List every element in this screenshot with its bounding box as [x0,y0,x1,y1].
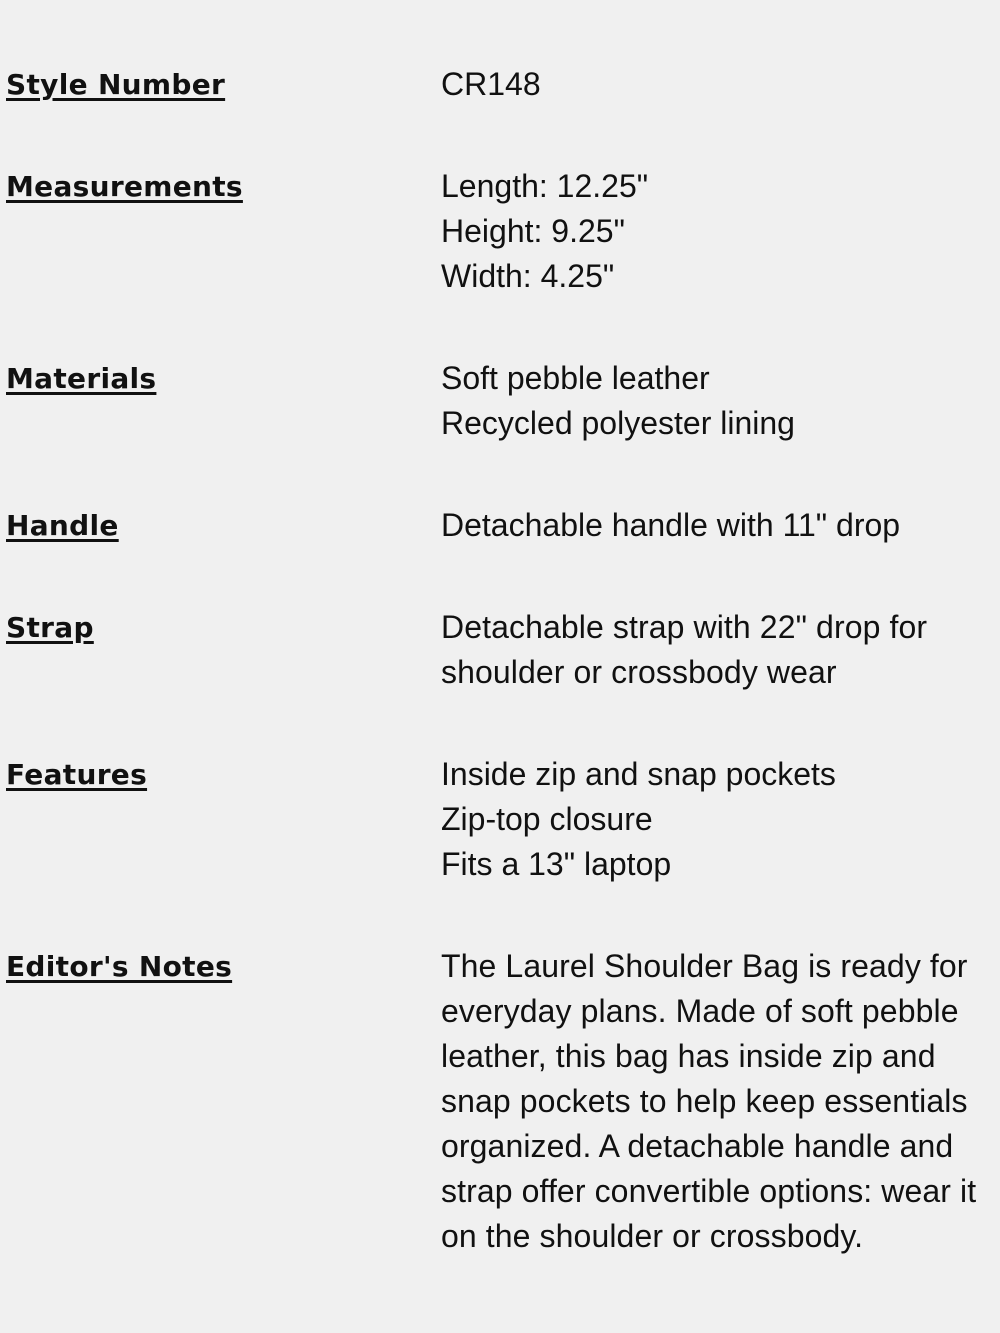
style-number-label: Style Number [6,68,226,101]
strap-value [441,605,986,695]
material-outer: Soft pebble leather [441,360,710,396]
measurements-label: Measurements [6,170,243,203]
feature-pockets: Inside zip and snap pockets [441,756,836,792]
handle-label: Handle [6,509,119,542]
style-number-value [441,62,986,107]
handle-value [441,503,986,548]
material-lining: Recycled polyester lining [441,405,795,441]
handle-text: Detachable handle with 11" drop [441,507,901,543]
materials-label: Materials [6,362,157,395]
measurement-length: Length: 12.25" [441,168,649,204]
editors-notes-label: Editor's Notes [6,950,233,983]
feature-closure: Zip-top closure [441,801,653,837]
materials-value [441,356,986,446]
style-number-text: CR148 [441,66,541,102]
features-label: Features [6,758,148,791]
editors-notes-value [441,944,986,1259]
editors-notes-text: The Laurel Shoulder Bag is ready for everyday plans. Made of soft pebble leather, this bag has inside zip and snap pockets to help keep essentials organized. A detachable handle and strap offer convertible options: wear it on the shoulder or crossbody. [441,948,977,1254]
measurement-width: Width: 4.25" [441,258,615,294]
feature-laptop: Fits a 13" laptop [441,846,672,882]
strap-text: Detachable strap with 22" drop for shoulder or crossbody wear [441,609,928,690]
measurement-height: Height: 9.25" [441,213,625,249]
strap-label: Strap [6,611,94,644]
features-value [441,752,986,887]
measurements-value [441,164,986,299]
